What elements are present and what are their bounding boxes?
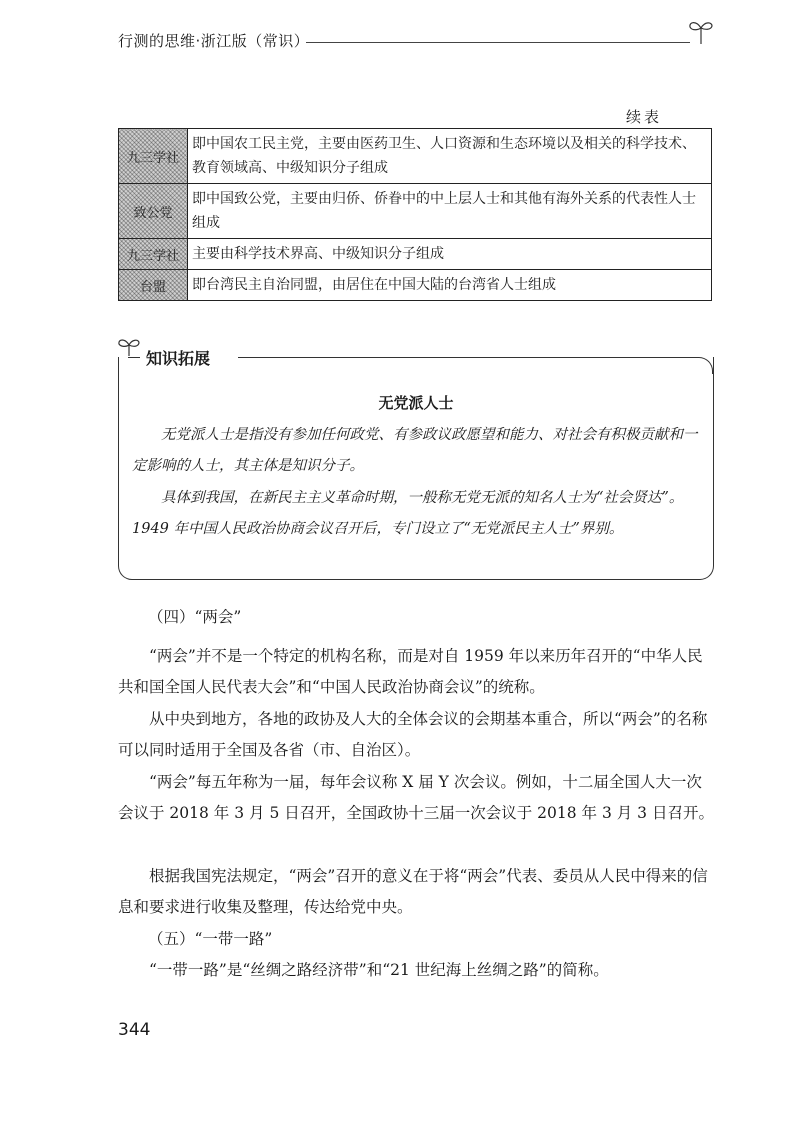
body-paragraph: “两会”每五年称为一届，每年会议称 X 届 Y 次会议。例如，十二届全国人大一次会议于 2018 年 3 月 5 日召开，全国政协十三届一次会议于 2018 年 3 月 3 日召开。 (118, 773, 714, 822)
table-row (119, 239, 712, 270)
body-paragraph: “两会”并不是一个特定的机构名称，而是对自 1959 年以来历年召开的“中华人民共和国全国人民代表大会”和“中国人民政治协商会议”的统称。 (118, 647, 703, 696)
party-name-cell: 九三学社 (119, 129, 188, 184)
knowledge-paragraph: 无党派人士是指没有参加任何政党、有参政议政愿望和能力、对社会有积极贡献和一定影响的人士，其主体是知识分子。 (132, 427, 698, 474)
running-header-title: 行测的思维·浙江版（常识） (118, 32, 310, 50)
party-description-cell: 即中国致公党，主要由归侨、侨眷中的中上层人士和其他有海外关系的代表性人士组成 (188, 184, 712, 239)
body-paragraph: 从中央到地方，各地的政协及人大的全体会议的会期基本重合，所以“两会”的名称可以同时适用于全国及各省（市、自治区）。 (118, 710, 708, 759)
page-number: 344 (118, 1020, 151, 1040)
section-heading: （四）“两会” (148, 608, 242, 626)
party-name-cell: 台盟 (119, 270, 188, 301)
knowledge-box-label: 知识拓展 (140, 346, 216, 369)
party-description-cell: 即中国农工民主党，主要由医药卫生、人口资源和生态环境以及相关的科学技术、教育领域高、中级知识分子组成 (188, 129, 712, 184)
knowledge-paragraph: 具体到我国，在新民主主义革命时期，一般称无党无派的知名人士为“社会贤达”。1949 年中国人民政治协商会议召开后，专门设立了“无党派民主人士”界别。 (132, 490, 684, 537)
body-paragraph: “一带一路”是“丝绸之路经济带”和“21 世纪海上丝绸之路”的简称。 (149, 961, 609, 979)
party-name-cell: 九三学社 (119, 239, 188, 270)
section-heading: （五）“一带一路” (148, 930, 273, 948)
democratic-parties-table (118, 128, 712, 301)
sprout-icon (686, 16, 716, 46)
table-continued-label: 续表 (626, 108, 663, 126)
party-description-cell: 即台湾民主自治同盟，由居住在中国大陆的台湾省人士组成 (188, 270, 712, 301)
header-rule (306, 42, 690, 43)
body-paragraph: 根据我国宪法规定，“两会”召开的意义在于将“两会”代表、委员从人民中得来的信息和要求进行收集及整理，传达给党中央。 (118, 867, 708, 916)
party-description-cell: 主要由科学技术界高、中级知识分子组成 (188, 239, 712, 270)
knowledge-box-top-rule (238, 357, 698, 358)
table-row (119, 129, 712, 184)
running-header (118, 28, 714, 54)
knowledge-box-heading: 无党派人士 (378, 394, 454, 412)
party-name-cell: 致公党 (119, 184, 188, 239)
table-row (119, 184, 712, 239)
table-row (119, 270, 712, 301)
sprout-icon (116, 334, 142, 358)
